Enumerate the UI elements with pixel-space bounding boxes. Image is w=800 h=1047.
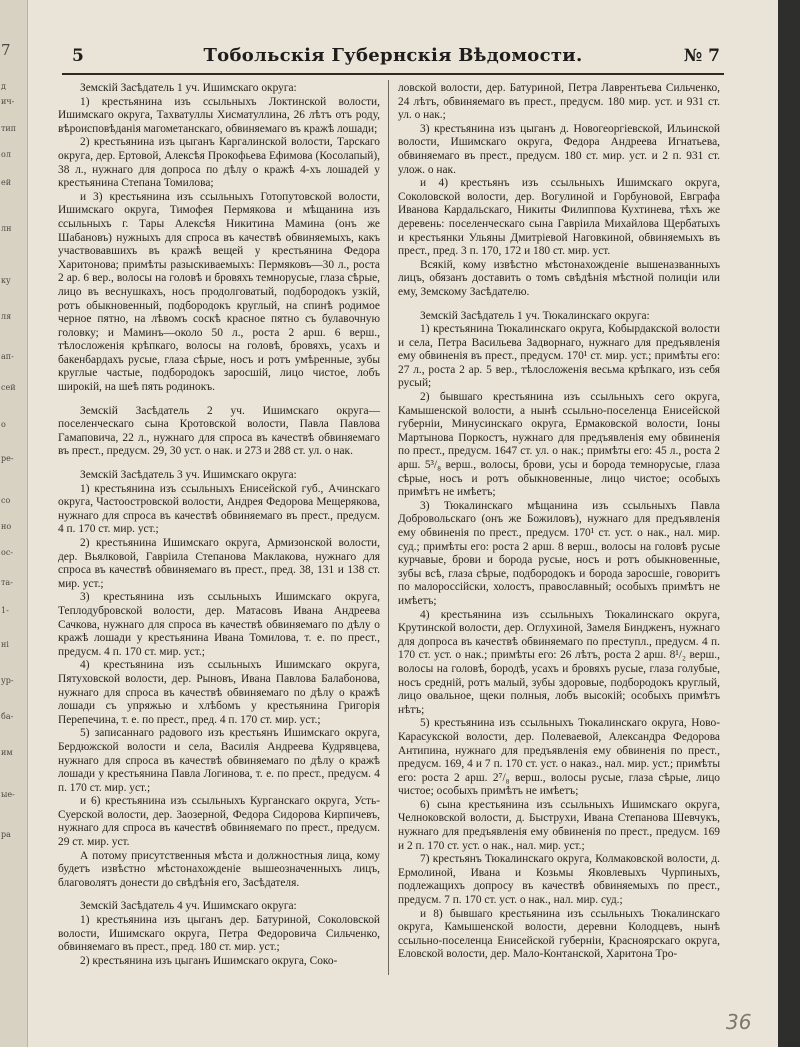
- issue-number: № 7: [683, 46, 720, 66]
- paragraph: 7) крестьянъ Тюкалинскаго округа, Колмаковской волости, д. Ермолиной, Ивана и Козьмы Яковлевыхъ Чурпиныхъ, подлежащихъ допросу въ качествѣ обвиняемыхъ по прест., предусм. 7 п. 170 ст. уст. о нак., нал. мир. суд.;: [398, 853, 720, 907]
- margin-fragment: ур-: [1, 676, 14, 685]
- margin-fragment: ые-: [1, 790, 15, 799]
- paragraph: ловской волости, дер. Батуриной, Петра Лаврентьева Сильченко, 24 лѣтъ, обвиняемаго въ прест., предусм. 180 мир. уст. и 931 ст. ул. о нак.;: [398, 82, 720, 122]
- paragraph: и 8) бывшаго крестьянина изъ ссыльныхъ Тюкалинскаго округа, Камышенской волости, деревни Колодцевъ, нынѣ ссыльно-поселенца Енисейской губерніи, Красноярскаго округа, Еловской волости, дер. Мало-Контанской, Харитона Тро-: [398, 907, 720, 961]
- paragraph: 3) крестьянина изъ ссыльныхъ Ишимскаго округа, Теплодубровской волости, дер. Матасовъ Ивана Андреева Сачкова, нужнаго для спроса въ качествѣ обвиняемаго по дѣлу о кражѣ лошади у крестьянина Ивана Томилова, т. е. по прест., предусм. 4 п. 170 ст. мир. уст.;: [58, 591, 380, 658]
- margin-fragment: ич-: [1, 97, 15, 106]
- margin-fragment: ні: [1, 640, 9, 649]
- column-divider: [388, 80, 389, 975]
- margin-fragment: лн: [1, 224, 12, 233]
- paragraph: А потому присутственныя мѣста и должностныя лица, кому будетъ извѣстно мѣстонахожденіе вышеозначенныхъ лицъ, благоволятъ донести до свѣдѣнія его, Засѣдателя.: [58, 849, 380, 889]
- margin-fragment: ба-: [1, 712, 14, 721]
- paragraph: и 6) крестьянина изъ ссыльныхъ Курганскаго округа, Усть-Суерской волости, дер. Заозерной, Федора Сидорова Кирпичевъ, нужнаго для спроса въ качествѣ обвиняемаго по прест., предусм. 29 ст. мир. уст.: [58, 795, 380, 849]
- section-heading: Земскій Засѣдатель 2 уч. Ишимскаго округа—поселенческаго сына Кротовской волости, Павла Павлова Гамаповича, 22 л., нужнаго для спроса въ качествѣ обвиняемаго въ прест., предусм. 29, 30 уст. о нак. и 273 и 288 ст. ул. о нак.: [58, 404, 380, 458]
- paragraph: 4) крестьянина изъ ссыльныхъ Ишимскаго округа, Пятуховской волости, дер. Рыновъ, Ивана Павлова Балабонова, нужнаго для спроса въ качествѣ обвиняемаго по дѣлу о кражѣ лошади съ упряжью и хлѣбомъ у крестьянина Григорія Перепечина, т. е. по прест., пред. 4 п. 170 ст. мир. уст.;: [58, 659, 380, 726]
- previous-page-edge: [0, 0, 28, 1047]
- margin-fragment: тип: [1, 124, 17, 133]
- paragraph: Всякій, кому извѣстно мѣстонахожденіе вышеназванныхъ лицъ, обязанъ доставить о томъ свѣдѣнія мѣстной полиціи или ему, Земскому Засѣдателю.: [398, 258, 720, 298]
- scan-background-edge: [778, 0, 800, 1047]
- paragraph: 3) крестьянина изъ цыганъ д. Новогеоргіевской, Ильинской волости, Ишимскаго округа, Федора Андреева Игнатьева, обвиняемаго въ прест., предусм. 180 ст. мир. уст. и 2 п. 931 ст. улож. о нак.: [398, 122, 720, 176]
- paragraph: и 4) крестьянъ изъ ссыльныхъ Ишимскаго округа, Соколовской волости, дер. Вогулиной и Горбуновой, Евграфа Иванова Кардальскаго, Никиты Филиппова Кухтинева, тѣхъ же деревень: поселенческаго сына Гавріила Михайлова Щербатыхъ и крестьянки Ульяны Дмитріевой Наговкиной, обвиняемыхъ въ прест., пред. 3 п. 170, 172 и 180 ст. мир. уст.: [398, 177, 720, 258]
- section-heading: Земскій Засѣдатель 3 уч. Ишимскаго округа:: [80, 469, 297, 482]
- paragraph: 1) крестьянина Тюкалинскаго округа, Кобырдакской волости и села, Петра Васильева Задворнаго, нужнаго для предъявленія ему обвиненія въ прест., предусм. 170¹ ст. мир. уст.; примѣты его: 27 л., роста 2 ар. 5 вер., тѣлосложенія весьма крѣпкаго, изъ себя русый;: [398, 323, 720, 390]
- paragraph: 5) записаннаго радового изъ крестьянъ Ишимскаго округа, Бердюжской волости и села, Василія Андреева Кудрявцева, нужнаго для спроса въ качествѣ обвиняемаго по дѣлу о кражѣ лошади у крестьянина Павла Логинова, т. е. по прест., предусм. 4 п. 170 ст. мир. уст.;: [58, 727, 380, 794]
- section-heading: Земскій Засѣдатель 1 уч. Ишимскаго округа:: [80, 82, 297, 94]
- page-number: 5: [72, 46, 84, 66]
- margin-fragment: та-: [1, 578, 13, 587]
- section-heading: Земскій Засѣдатель 1 уч. Тюкалинскаго округа:: [420, 309, 650, 322]
- paragraph: 1) крестьянина изъ цыганъ дер. Батуриной, Соколовской волости, Ишимскаго округа, Петра Федоровича Сильченко, обвиняемаго въ прест., пред. 180 ст. мир. уст.;: [58, 914, 380, 954]
- margin-fragment: о: [1, 420, 6, 429]
- right-column: [398, 82, 720, 962]
- paragraph: и 3) крестьянина изъ ссыльныхъ Готопутовской волости, Ишимскаго округа, Тимофея Пермякова и мѣщанина изъ ссыльныхъ г. Тары Алексѣя Никитина Мамина (онъ же Шабановъ) нужныхъ для спроса въ качествѣ обвиняемыхъ, какъ участвовавшихъ въ кражѣ вещей у крестьянина Федора Харитонова; примѣты разыскиваемыхъ: Пермяковъ—30 л., роста 2 ар. 6 вер., волосы на головѣ и бровяхъ темнорусые, глаза сѣрые, лицо въ веснушкахъ, носъ продолговатый, подбородокъ узкій, ротъ обыкновенный, подбородокъ круглый, на спинѣ родимое черное пятно, на лѣвомъ соскѣ красное пятно съ булавочную головку; и Маминъ—около 50 л., роста 2 арш. 6 верш., тѣлосложенія крѣпкаго, волосы на головѣ, бровяхъ, усахъ и бакенбардахъ русые, глаза сѣрые, носъ и ротъ умѣренные, зубы круглые частые, подбородокъ заросшій, лицо чистое, лобъ широкій, на шеѣ пять родинокъ.: [58, 190, 380, 394]
- section-heading: Земскій Засѣдатель 4 уч. Ишимскаго округа:: [80, 900, 297, 913]
- paragraph: 4) крестьянина изъ ссыльныхъ Тюкалинскаго округа, Крутинской волости, дер. Оглухиной, Замеля Биндженъ, нужнаго для допроса въ качествѣ обвиняемаго по преступл., предусм. 4 п. 170 ст. уст. о нак.; примѣты его: 26 лѣтъ, роста 2 арш. 8¹/₂ верш., волосы на головѣ, бородѣ, усахъ и бровяхъ русые, глаза голубые, носъ средній, ротъ малый, зубы здоровые, подбородокъ круглый, лицо овальное, щеки полныя, лобъ высокій; особыхъ примѣтъ нѣтъ;: [398, 608, 720, 716]
- margin-fragment: но: [1, 522, 12, 531]
- handwritten-page-mark: 36: [726, 1010, 752, 1034]
- paragraph: 2) крестьянина изъ цыганъ Каргалинской волости, Тарскаго округа, дер. Ертовой, Алексѣя Прокофьева Ефимова (Косолапый), 38 л., нужнаго для допроса по дѣлу о кражѣ 4-хъ лошадей у крестьянина Степана Томилова;: [58, 136, 380, 190]
- paragraph: 5) крестьянина изъ ссыльныхъ Тюкалинскаго округа, Ново-Карасукской волости, дер. Полеваевой, Александра Федорова Антипина, нужнаго для предъявленія ему обвиненія по прест., предусм. 169, 4 и 7 п. 170 ст. уст. о наказ., нал. мир. уст.; примѣты его: роста 2 арш. 2⁷/₈ верш., волосы русые, глаза сѣрые, лицо чистое; особыхъ примѣтъ не имѣетъ;: [398, 717, 720, 798]
- margin-fragment: д: [1, 82, 6, 91]
- margin-fragment: ол: [1, 150, 11, 159]
- paragraph: 2) бывшаго крестьянина изъ ссыльныхъ сего округа, Камышенской волости, а нынѣ ссыльно-поселенца Енисейской губерніи, Минусинскаго округа, Ермаковской волости, Іоны Мартынова Поркостъ, нужнаго для предъявленія ему обвиненія по прест., предусм. 1647 ст. ул. о нак.; примѣты его: 45 л., роста 2 арш. 5³/₈ верш., волосы, брови, усы и борода темнорусые, глаза сѣрые, носъ и ротъ обыкновенные, лицо чистое; особыхъ примѣтъ не имѣетъ;: [398, 391, 720, 499]
- margin-fragment: ос-: [1, 548, 13, 557]
- margin-fragment: ре-: [1, 454, 14, 463]
- margin-fragment: ку: [1, 276, 11, 285]
- margin-fragment: 1-: [1, 606, 9, 615]
- paragraph: 2) крестьянина Ишимскаго округа, Армизонской волости, дер. Вьялковой, Гавріила Степанова Маклакова, нужнаго для спроса въ качествѣ обвиняемаго въ прест., пред. 38, 131 и 138 ст. мир. уст.;: [58, 537, 380, 590]
- margin-fragment: им: [1, 748, 13, 757]
- margin-fragment: ап-: [1, 352, 14, 361]
- margin-fragment: ля: [1, 312, 12, 321]
- paragraph: 2) крестьянина изъ цыганъ Ишимскаго округа, Соко-: [80, 954, 338, 967]
- page-header: [58, 44, 728, 70]
- paragraph: 1) крестьянина изъ ссыльныхъ Енисейской губ., Ачинскаго округа, Частоостровской волости, Андрея Федорова Мещерякова, нужнаго для спроса въ качествѣ обвиняемаго въ прест., предусм. 4 п. 170 ст. мир. уст.;: [58, 482, 380, 536]
- journal-title: Тобольскія Губернскія Вѣдомости.: [203, 45, 583, 66]
- paragraph: 1) крестьянина изъ ссыльныхъ Локтинской волости, Ишимскаго округа, Тахватуллы Хисматуллина, 26 лѣтъ отъ роду, вѣроисповѣданія магометанскаго, обвиняемаго въ кражѣ лошади;: [58, 95, 380, 135]
- paragraph: 3) Тюкалинскаго мѣщанина изъ ссыльныхъ Павла Добровольскаго (онъ же Божиловъ), нужнаго для предъявленія ему обвиненія по прест., предусм. 170¹ ст. уст. о нак., нал. мир. суд.; примѣты его: роста 2 арш. 8 верш., волосы на головѣ русые курчавые, брови и борода русые, носъ и ротъ обыкновенные, зубы всѣ, глаза сѣрые, подбородокъ и борода заросшіе, говоритъ по малороссійски, холостъ, православный; особыхъ примѣтъ не имѣетъ;: [398, 499, 720, 607]
- margin-fragment: сей: [1, 383, 16, 392]
- margin-fragment: со: [1, 496, 11, 505]
- margin-fragment: ра: [1, 830, 11, 839]
- paragraph: 6) сына крестьянина изъ ссыльныхъ Ишимскаго округа, Челноковской волости, д. Быструхи, Ивана Степанова Шевчукъ, нужнаго для предъявленія ему обвиненія по прест., предусм. 169 и 2 п. 170 ст. уст. о нак., нал. мир. уст.;: [398, 798, 720, 852]
- left-column: [58, 82, 380, 968]
- margin-fragment: ей: [1, 178, 12, 187]
- margin-fragment: 7: [1, 42, 11, 58]
- header-rule: [62, 73, 724, 75]
